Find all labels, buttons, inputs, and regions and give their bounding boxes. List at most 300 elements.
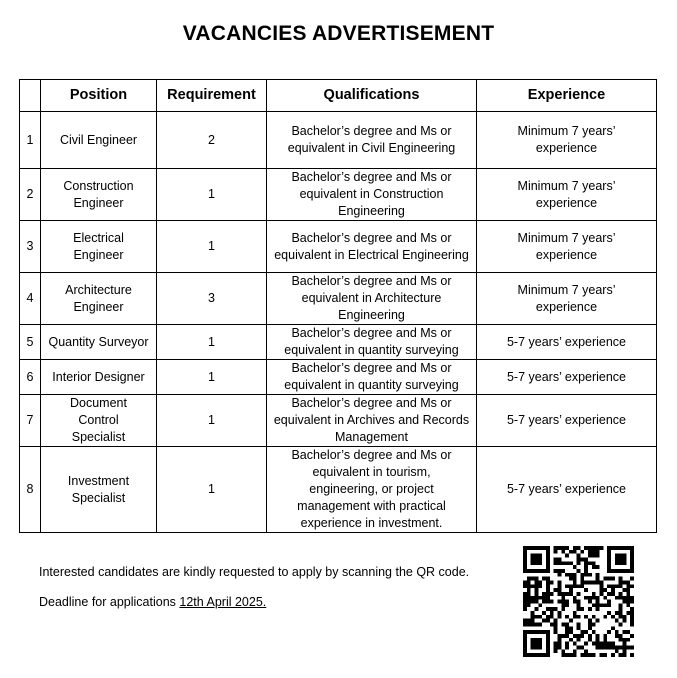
qr-module — [592, 554, 596, 558]
requirement-cell: 1 — [157, 447, 267, 533]
qr-module — [607, 646, 611, 650]
qr-module — [538, 623, 542, 627]
qr-module — [546, 550, 550, 554]
position-cell: Civil Engineer — [41, 112, 157, 169]
qr-module — [626, 592, 630, 596]
qr-module — [531, 653, 535, 657]
qr-module — [607, 611, 611, 615]
qr-module — [619, 603, 623, 607]
qr-module — [630, 615, 634, 619]
table-row — [20, 447, 657, 533]
qr-module — [546, 580, 550, 584]
qr-module — [534, 596, 538, 600]
qr-module — [569, 653, 573, 657]
qr-module — [531, 546, 535, 550]
qr-module — [546, 596, 550, 600]
qr-module — [630, 561, 634, 565]
position-cell: Electrical Engineer — [41, 221, 157, 273]
qr-module — [619, 646, 623, 650]
qr-module — [619, 634, 623, 638]
qr-module — [596, 554, 600, 558]
qr-module — [569, 561, 573, 565]
qr-module — [615, 619, 619, 623]
qr-module — [607, 592, 611, 596]
qr-module — [584, 615, 588, 619]
experience-cell: 5-7 years’ experience — [477, 360, 657, 395]
qr-module — [542, 653, 546, 657]
qr-module — [561, 561, 565, 565]
qr-module — [588, 561, 592, 565]
qr-module — [554, 626, 558, 630]
qr-module — [607, 577, 611, 581]
qr-module — [546, 653, 550, 657]
qr-module — [611, 615, 615, 619]
row-number: 4 — [20, 273, 41, 325]
qr-module — [615, 557, 619, 561]
qr-module — [592, 603, 596, 607]
qr-module — [523, 584, 527, 588]
qr-module — [527, 596, 531, 600]
qr-module — [557, 561, 561, 565]
qr-module — [577, 557, 581, 561]
qr-module — [542, 600, 546, 604]
qr-module — [531, 577, 535, 581]
qr-module — [607, 550, 611, 554]
qr-module — [588, 638, 592, 642]
qr-module — [580, 577, 584, 581]
qr-module — [523, 561, 527, 565]
qr-module — [554, 630, 558, 634]
qr-module — [596, 600, 600, 604]
table-row — [20, 273, 657, 325]
qr-module — [569, 573, 573, 577]
qr-module — [580, 653, 584, 657]
qr-module — [623, 554, 627, 558]
qr-module — [565, 623, 569, 627]
qr-module — [580, 550, 584, 554]
qr-module — [615, 646, 619, 650]
qr-module — [531, 596, 535, 600]
qr-module — [584, 580, 588, 584]
qr-module — [588, 626, 592, 630]
qr-module — [565, 554, 569, 558]
row-number: 8 — [20, 447, 41, 533]
qr-module — [592, 623, 596, 627]
qr-module — [603, 638, 607, 642]
qr-module — [584, 546, 588, 550]
qr-module — [615, 584, 619, 588]
qr-module — [584, 573, 588, 577]
qr-module — [611, 546, 615, 550]
qr-module — [534, 615, 538, 619]
qr-module — [561, 569, 565, 573]
qr-module — [542, 569, 546, 573]
qr-module — [611, 588, 615, 592]
qr-module — [569, 592, 573, 596]
qr-module — [569, 584, 573, 588]
qr-module — [557, 584, 561, 588]
qr-module — [626, 584, 630, 588]
qr-module — [600, 592, 604, 596]
qr-module — [565, 584, 569, 588]
qr-module — [600, 580, 604, 584]
qr-module — [554, 546, 558, 550]
qr-module — [615, 561, 619, 565]
position-cell: Investment Specialist — [41, 447, 157, 533]
qr-module — [534, 592, 538, 596]
qr-module — [523, 630, 527, 634]
qr-module — [542, 619, 546, 623]
qr-module — [596, 580, 600, 584]
qr-module — [573, 565, 577, 569]
qr-module — [630, 619, 634, 623]
qr-module — [538, 569, 542, 573]
qr-module — [619, 569, 623, 573]
apply-instructions: Interested candidates are kindly requested to apply by scanning the QR code. — [39, 565, 470, 579]
qr-module — [523, 554, 527, 558]
qr-module — [565, 561, 569, 565]
qr-module — [603, 603, 607, 607]
qr-module — [573, 577, 577, 581]
qr-module — [580, 584, 584, 588]
requirement-cell: 3 — [157, 273, 267, 325]
qr-module — [596, 546, 600, 550]
qr-module — [546, 577, 550, 581]
qr-module — [538, 630, 542, 634]
qr-module — [573, 634, 577, 638]
qr-module — [527, 546, 531, 550]
qr-module — [569, 626, 573, 630]
qr-module — [546, 619, 550, 623]
position-cell: Construction Engineer — [41, 169, 157, 221]
qr-module — [577, 634, 581, 638]
qr-module — [588, 550, 592, 554]
qr-module — [588, 634, 592, 638]
qr-module — [623, 561, 627, 565]
qr-module — [523, 623, 527, 627]
qr-module — [611, 592, 615, 596]
qr-module — [580, 573, 584, 577]
qr-module — [580, 630, 584, 634]
qr-module — [630, 607, 634, 611]
qr-module — [557, 569, 561, 573]
qr-module — [600, 603, 604, 607]
qr-module — [546, 634, 550, 638]
qr-module — [623, 649, 627, 653]
qr-module — [546, 569, 550, 573]
qr-module — [592, 596, 596, 600]
qr-module — [577, 592, 581, 596]
qr-module — [596, 573, 600, 577]
qr-module — [554, 642, 558, 646]
qr-module — [630, 596, 634, 600]
qr-module — [538, 638, 542, 642]
qr-module — [626, 638, 630, 642]
qr-module — [630, 611, 634, 615]
qr-module — [626, 611, 630, 615]
qualifications-cell: Bachelor’s degree and Ms or equivalent in Archives and Records Management — [267, 395, 477, 447]
qr-module — [534, 646, 538, 650]
qr-module — [531, 638, 535, 642]
qr-module — [619, 638, 623, 642]
table-row — [20, 169, 657, 221]
qr-module — [538, 580, 542, 584]
qr-module — [546, 565, 550, 569]
qr-module — [550, 615, 554, 619]
experience-cell: Minimum 7 years’ experience — [477, 273, 657, 325]
qr-module — [531, 554, 535, 558]
qr-module — [615, 554, 619, 558]
qr-module — [565, 630, 569, 634]
qr-module — [557, 580, 561, 584]
qr-module — [550, 611, 554, 615]
qr-module — [588, 607, 592, 611]
qr-module — [615, 546, 619, 550]
qr-module — [607, 554, 611, 558]
qr-module — [619, 554, 623, 558]
qr-module — [630, 600, 634, 604]
qr-module — [592, 565, 596, 569]
qr-module — [565, 615, 569, 619]
qr-module — [619, 611, 623, 615]
qr-module — [569, 638, 573, 642]
qr-module — [588, 554, 592, 558]
qr-module — [611, 577, 615, 581]
qr-module — [584, 561, 588, 565]
qualifications-cell: Bachelor’s degree and Ms or equivalent in quantity surveying — [267, 325, 477, 360]
qr-module — [600, 642, 604, 646]
deadline-date: 12th April 2025. — [179, 595, 267, 609]
qr-module — [546, 546, 550, 550]
qr-module — [546, 649, 550, 653]
qr-module — [573, 642, 577, 646]
qr-module — [615, 611, 619, 615]
header-experience: Experience — [477, 80, 657, 112]
qr-module — [573, 611, 577, 615]
qr-module — [550, 600, 554, 604]
qr-module — [580, 557, 584, 561]
qr-module — [607, 603, 611, 607]
deadline-label: Deadline for applications — [39, 595, 176, 609]
qr-module — [565, 653, 569, 657]
table-row — [20, 395, 657, 447]
qr-module — [527, 603, 531, 607]
qr-module — [546, 600, 550, 604]
qr-module — [596, 550, 600, 554]
qr-module — [554, 607, 558, 611]
qr-module — [588, 573, 592, 577]
qr-module — [596, 634, 600, 638]
qr-module — [565, 646, 569, 650]
qr-module — [523, 603, 527, 607]
qr-module — [630, 577, 634, 581]
qr-module — [546, 557, 550, 561]
qr-module — [538, 615, 542, 619]
qr-module — [527, 577, 531, 581]
qr-module — [550, 623, 554, 627]
qr-module — [580, 646, 584, 650]
qr-module — [557, 615, 561, 619]
qr-module — [603, 642, 607, 646]
qr-module — [523, 653, 527, 657]
qr-module — [557, 573, 561, 577]
qr-module — [592, 561, 596, 565]
page-title: VACANCIES ADVERTISEMENT — [182, 22, 495, 45]
qr-module — [623, 630, 627, 634]
qr-module — [600, 584, 604, 588]
header-qualifications: Qualifications — [267, 80, 477, 112]
qr-module — [542, 630, 546, 634]
experience-cell: Minimum 7 years’ experience — [477, 169, 657, 221]
qr-module — [584, 630, 588, 634]
qr-module — [561, 653, 565, 657]
qr-module — [569, 588, 573, 592]
qr-module — [596, 638, 600, 642]
header-number — [20, 80, 41, 112]
row-number: 3 — [20, 221, 41, 273]
row-number: 2 — [20, 169, 41, 221]
qr-module — [554, 557, 558, 561]
qr-module — [623, 653, 627, 657]
qr-module — [573, 550, 577, 554]
qr-module — [630, 550, 634, 554]
qr-module — [623, 596, 627, 600]
qr-module — [527, 584, 531, 588]
qr-module — [577, 607, 581, 611]
requirement-cell: 1 — [157, 395, 267, 447]
qr-module — [623, 646, 627, 650]
qr-module — [538, 584, 542, 588]
qr-module — [600, 646, 604, 650]
qr-module — [523, 565, 527, 569]
qr-module — [607, 642, 611, 646]
qr-module — [603, 634, 607, 638]
qr-module — [561, 607, 565, 611]
qr-module — [615, 630, 619, 634]
experience-cell: Minimum 7 years’ experience — [477, 221, 657, 273]
qr-module — [546, 630, 550, 634]
qr-module — [626, 569, 630, 573]
requirement-cell: 1 — [157, 360, 267, 395]
qr-module — [557, 638, 561, 642]
qr-module — [523, 596, 527, 600]
qr-module — [619, 546, 623, 550]
qr-module — [588, 653, 592, 657]
qr-module — [554, 649, 558, 653]
experience-cell: 5-7 years’ experience — [477, 325, 657, 360]
qr-module — [534, 588, 538, 592]
qr-module — [592, 580, 596, 584]
qr-module — [577, 546, 581, 550]
qr-module — [630, 554, 634, 558]
qr-module — [554, 550, 558, 554]
qr-module — [619, 592, 623, 596]
qr-module — [557, 588, 561, 592]
qr-code-icon[interactable] — [523, 546, 634, 657]
qr-module — [573, 584, 577, 588]
qr-module — [611, 646, 615, 650]
qr-module — [557, 592, 561, 596]
qr-module — [531, 630, 535, 634]
qr-module — [534, 630, 538, 634]
qr-module — [611, 569, 615, 573]
qr-module — [531, 615, 535, 619]
qr-module — [561, 649, 565, 653]
qr-module — [550, 607, 554, 611]
qr-module — [592, 550, 596, 554]
qr-module — [607, 557, 611, 561]
qr-module — [546, 592, 550, 596]
qr-module — [557, 557, 561, 561]
qualifications-cell: Bachelor’s degree and Ms or equivalent in tourism, engineering, or project management with practical experience in investment. — [267, 447, 477, 533]
qr-module — [611, 653, 615, 657]
qr-module — [538, 546, 542, 550]
qr-module — [615, 569, 619, 573]
qr-module — [626, 588, 630, 592]
qr-module — [573, 649, 577, 653]
qr-module — [577, 584, 581, 588]
qr-module — [607, 546, 611, 550]
qr-module — [607, 569, 611, 573]
qr-module — [600, 588, 604, 592]
deadline-line — [39, 595, 266, 609]
qr-module — [534, 642, 538, 646]
qr-module — [523, 619, 527, 623]
qr-module — [588, 546, 592, 550]
qr-module — [527, 619, 531, 623]
qr-module — [623, 642, 627, 646]
table-row — [20, 221, 657, 273]
qr-module — [619, 607, 623, 611]
table-header-row — [20, 80, 657, 112]
qr-module — [630, 634, 634, 638]
qr-module — [577, 561, 581, 565]
qr-module — [573, 615, 577, 619]
qr-module — [569, 550, 573, 554]
qr-module — [592, 615, 596, 619]
qr-module — [619, 580, 623, 584]
qr-module — [534, 569, 538, 573]
qr-module — [573, 573, 577, 577]
qr-module — [531, 646, 535, 650]
requirement-cell: 1 — [157, 221, 267, 273]
position-cell: Architecture Engineer — [41, 273, 157, 325]
qr-module — [557, 600, 561, 604]
qr-module — [546, 646, 550, 650]
qr-module — [626, 646, 630, 650]
qr-module — [546, 554, 550, 558]
qr-module — [619, 561, 623, 565]
qr-module — [588, 623, 592, 627]
qr-module — [619, 623, 623, 627]
qr-module — [592, 642, 596, 646]
qr-module — [534, 554, 538, 558]
qr-module — [523, 634, 527, 638]
qr-module — [542, 611, 546, 615]
qr-module — [623, 588, 627, 592]
experience-cell: 5-7 years’ experience — [477, 447, 657, 533]
qr-module — [615, 634, 619, 638]
qr-module — [523, 600, 527, 604]
qr-module — [626, 630, 630, 634]
qr-module — [596, 642, 600, 646]
qr-module — [550, 592, 554, 596]
header-position: Position — [41, 80, 157, 112]
qr-module — [577, 554, 581, 558]
qr-module — [592, 630, 596, 634]
qr-module — [523, 557, 527, 561]
qr-module — [523, 580, 527, 584]
